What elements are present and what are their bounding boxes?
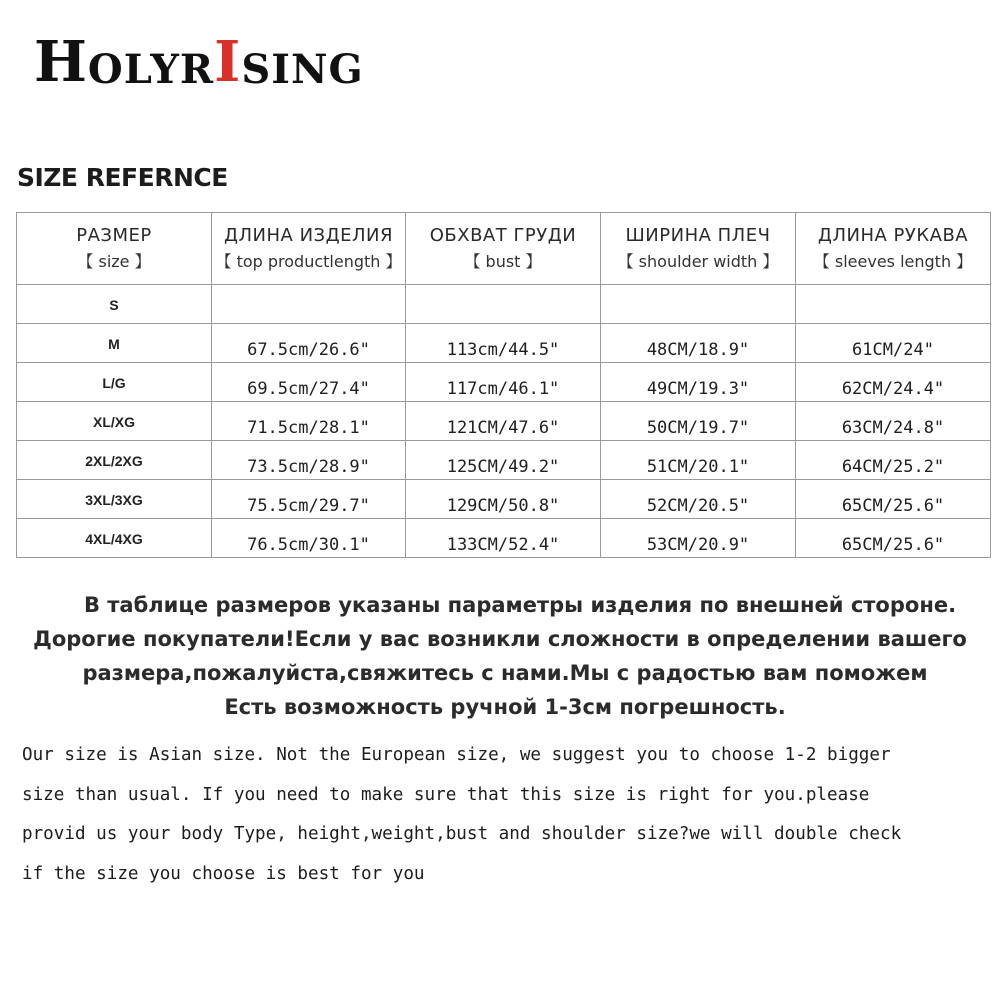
logo-letters-olyr: OLYR <box>87 46 215 93</box>
size-cell: 2XL/2XG <box>17 441 212 480</box>
header-shoulder-en: 【 shoulder width 】 <box>617 252 779 271</box>
logo-letters-sing: SING <box>241 46 364 93</box>
shoulder-cell <box>601 285 796 324</box>
header-size-ru: РАЗМЕР <box>76 225 152 246</box>
size-cell: L/G <box>17 363 212 402</box>
table-row <box>17 519 991 558</box>
bust-cell: 125CM/49.2" <box>406 441 601 480</box>
table-row <box>17 363 991 402</box>
shoulder-cell: 48CM/18.9" <box>601 324 796 363</box>
length-cell: 73.5cm/28.9" <box>212 441 406 480</box>
logo-letter-h: H <box>34 29 88 95</box>
header-bust-ru: ОБХВАТ ГРУДИ <box>429 225 577 246</box>
english-note-line: size than usual. If you need to make sure that this size is right for you.please <box>22 784 870 805</box>
bust-cell: 113cm/44.5" <box>406 324 601 363</box>
russian-note-line: Дорогие покупатели!Если у вас возникли сложности в определении вашего <box>33 627 967 651</box>
header-sleeve <box>796 213 991 285</box>
size-cell: M <box>17 324 212 363</box>
size-cell: S <box>17 285 212 324</box>
bust-cell: 133CM/52.4" <box>406 519 601 558</box>
sleeve-cell: 65CM/25.6" <box>796 519 991 558</box>
table-row <box>17 441 991 480</box>
header-length-en: 【 top productlength 】 <box>215 252 402 271</box>
bust-cell: 121CM/47.6" <box>406 402 601 441</box>
sleeve-cell: 62CM/24.4" <box>796 363 991 402</box>
table-row <box>17 285 991 324</box>
size-cell: 3XL/3XG <box>17 480 212 519</box>
english-note-line: if the size you choose is best for you <box>22 863 425 884</box>
russian-note-line: размера,пожалуйста,свяжитесь с нами.Мы с радостью вам поможем <box>82 661 928 685</box>
shoulder-cell: 49CM/19.3" <box>601 363 796 402</box>
header-size-en: 【 size 】 <box>77 252 151 271</box>
header-sleeve-en: 【 sleeves length 】 <box>813 252 973 271</box>
bust-cell <box>406 285 601 324</box>
shoulder-cell: 53CM/20.9" <box>601 519 796 558</box>
english-note-line: provid us your body Type, height,weight,bust and shoulder size?we will double check <box>22 824 902 844</box>
shoulder-cell: 51CM/20.1" <box>601 441 796 480</box>
header-bust <box>406 213 601 285</box>
sleeve-cell: 63CM/24.8" <box>796 402 991 441</box>
table-row <box>17 324 991 363</box>
table-row <box>17 480 991 519</box>
header-shoulder-ru: ШИРИНА ПЛЕЧ <box>625 225 771 246</box>
header-sleeve-ru: ДЛИНА РУКАВА <box>817 225 969 246</box>
header-bust-en: 【 bust 】 <box>464 252 542 271</box>
russian-note-line: Есть возможность ручной 1-3см погрешность. <box>224 695 786 719</box>
shoulder-cell: 52CM/20.5" <box>601 480 796 519</box>
sleeve-cell: 65CM/25.6" <box>796 480 991 519</box>
bust-cell: 117cm/46.1" <box>406 363 601 402</box>
table-row <box>17 402 991 441</box>
brand-logo <box>34 29 364 95</box>
size-table <box>16 212 991 558</box>
header-shoulder <box>601 213 796 285</box>
header-length <box>212 213 406 285</box>
size-cell: XL/XG <box>17 402 212 441</box>
english-note-line: Our size is Asian size. Not the European size, we suggest you to choose 1-2 bigger <box>22 745 891 765</box>
length-cell: 76.5cm/30.1" <box>212 519 406 558</box>
size-cell: 4XL/4XG <box>17 519 212 558</box>
sleeve-cell <box>796 285 991 324</box>
length-cell: 69.5cm/27.4" <box>212 363 406 402</box>
sleeve-cell: 64CM/25.2" <box>796 441 991 480</box>
english-notes <box>22 736 982 894</box>
header-size <box>17 213 212 285</box>
logo-letter-i: I <box>214 29 242 95</box>
length-cell: 67.5cm/26.6" <box>212 324 406 363</box>
length-cell: 71.5cm/28.1" <box>212 402 406 441</box>
length-cell: 75.5cm/29.7" <box>212 480 406 519</box>
section-title: SIZE REFERNCE <box>17 163 228 192</box>
russian-notes <box>0 588 1000 724</box>
table-header-row <box>17 213 991 285</box>
length-cell <box>212 285 406 324</box>
russian-note-line: В таблице размеров указаны параметры изделия по внешней стороне. <box>83 593 957 617</box>
header-length-ru: ДЛИНА ИЗДЕЛИЯ <box>223 225 394 246</box>
sleeve-cell: 61CM/24" <box>796 324 991 363</box>
bust-cell: 129CM/50.8" <box>406 480 601 519</box>
shoulder-cell: 50CM/19.7" <box>601 402 796 441</box>
